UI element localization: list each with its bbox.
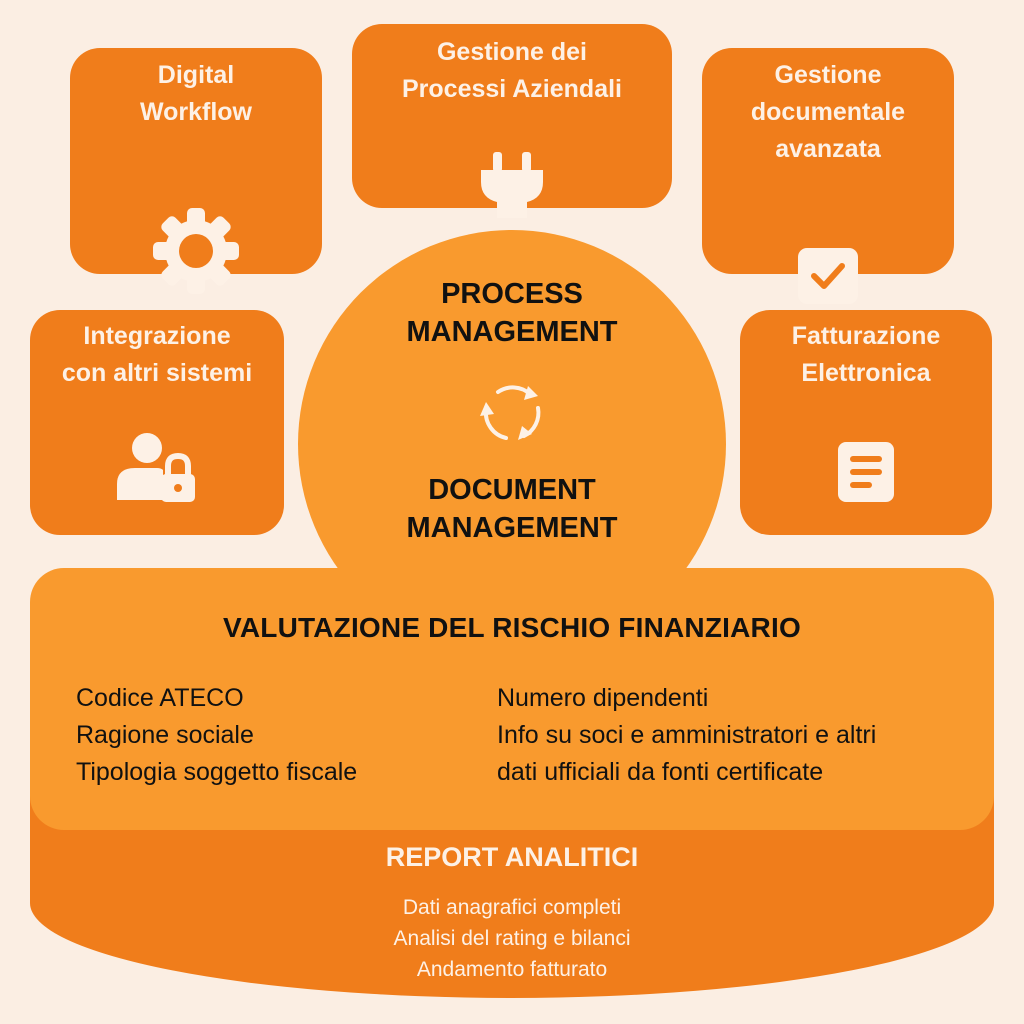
tile-fatturazione-elettronica xyxy=(740,310,992,535)
list-item: Codice ATECO xyxy=(76,684,244,712)
tile-title: Integrazione con altri sistemi xyxy=(61,322,253,387)
tile-title: Gestione documentale avanzata xyxy=(750,61,906,163)
tile-integrazione xyxy=(30,310,284,535)
list-item: Numero dipendenti xyxy=(497,684,709,712)
tile-gestione-processi xyxy=(352,24,672,208)
list-item: Info su soci e amministratori e altri xyxy=(497,721,877,749)
list-item: Tipologia soggetto fiscale xyxy=(76,758,358,786)
plug-icon xyxy=(477,152,547,233)
report-list xyxy=(30,892,994,985)
checkbox-icon xyxy=(796,244,860,319)
user-lock-icon xyxy=(115,432,199,515)
list-item: Dati anagrafici completi xyxy=(402,896,622,919)
cycle-arrows-icon xyxy=(478,378,546,451)
list-item: dati ufficiali da fonti certificate xyxy=(497,758,824,786)
gear-icon xyxy=(151,206,241,307)
valutazione-list-right xyxy=(497,680,876,791)
document-management-label: DOCUMENT MANAGEMENT xyxy=(406,474,618,544)
tile-title: Gestione dei Processi Aziendali xyxy=(402,38,622,103)
list-item: Analisi del rating e bilanci xyxy=(393,927,631,950)
tile-title: Fatturazione Elettronica xyxy=(791,322,941,387)
tile-gestione-documentale xyxy=(702,48,954,274)
list-item: Andamento fatturato xyxy=(416,958,608,981)
tile-digital-workflow xyxy=(70,48,322,274)
process-management-label: PROCESS MANAGEMENT xyxy=(406,278,618,348)
document-lines-icon xyxy=(834,440,898,515)
valutazione-list-left xyxy=(76,680,357,791)
valutazione-title: VALUTAZIONE DEL RISCHIO FINANZIARIO xyxy=(223,612,801,643)
tile-title: Digital Workflow xyxy=(139,61,253,126)
list-item: Ragione sociale xyxy=(76,721,254,749)
report-title: REPORT ANALITICI xyxy=(385,842,639,872)
